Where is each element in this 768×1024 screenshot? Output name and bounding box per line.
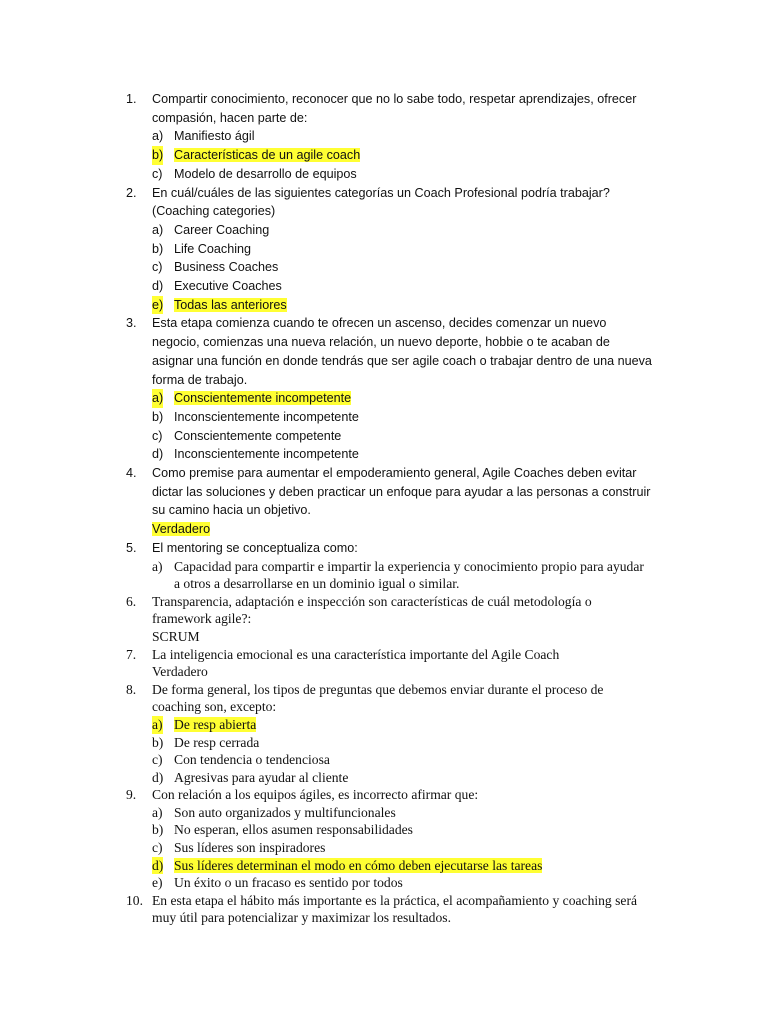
question-8 xyxy=(0,681,652,716)
answer-text: SCRUM xyxy=(152,628,200,644)
question-text: Compartir conocimiento, reconocer que no lo sabe todo, respetar aprendizajes, ofrecer compasión, hacen parte de: xyxy=(152,92,637,125)
option-highlighted xyxy=(0,716,652,734)
option-text: Sus líderes determinan el modo en cómo deben ejecutarse las tareas xyxy=(174,857,543,873)
question-text: El mentoring se conceptualiza como: xyxy=(152,540,358,555)
option-text: Modelo de desarrollo de equipos xyxy=(174,166,357,181)
question-text: Transparencia, adaptación e inspección son características de cuál metodología o framework agile?: xyxy=(152,593,592,627)
option-letter: c) xyxy=(152,428,163,443)
option-text: Life Coaching xyxy=(174,241,252,256)
question-10 xyxy=(0,892,652,927)
question-text: En esta etapa el hábito más importante es la práctica, el acompañamiento y coaching será muy útil para potencializar y maximizar los resultados. xyxy=(152,892,638,926)
option xyxy=(0,445,652,464)
option-letter: a) xyxy=(152,389,163,408)
question-text: En cuál/cuáles de las siguientes categorías un Coach Profesional podría trabajar? (Coaching categories) xyxy=(152,185,610,219)
option-text: Son auto organizados y multifuncionales xyxy=(174,804,396,820)
question-number: 6. xyxy=(126,593,137,609)
question-number: 2. xyxy=(126,185,137,200)
question-number: 1. xyxy=(126,92,137,106)
option-text: Manifiesto ágil xyxy=(174,129,255,144)
option-text: Todas las anteriores xyxy=(174,297,287,312)
option-letter: b) xyxy=(152,822,164,838)
option-text: Inconscientemente incompetente xyxy=(174,447,359,462)
option xyxy=(0,558,652,593)
question-text: Con relación a los equipos ágiles, es incorrecto afirmar que: xyxy=(152,787,479,803)
option-letter: b) xyxy=(152,409,164,424)
option-letter: b) xyxy=(152,146,163,165)
option xyxy=(0,839,652,857)
question-number: 8. xyxy=(126,681,137,697)
option xyxy=(0,751,652,769)
question-6 xyxy=(0,593,652,628)
option-letter: d) xyxy=(152,279,164,294)
option-highlighted xyxy=(0,296,652,315)
option xyxy=(0,240,652,259)
answer-row xyxy=(0,520,768,539)
option xyxy=(0,408,652,427)
option-letter: e) xyxy=(152,296,163,315)
option-text: Sus líderes son inspiradores xyxy=(174,840,326,856)
option-text: Executive Coaches xyxy=(174,279,282,294)
option xyxy=(0,165,652,184)
question-3 xyxy=(0,314,652,389)
option-letter: a) xyxy=(152,558,163,574)
question-text: De forma general, los tipos de preguntas que debemos enviar durante el proceso de coaching son, excepto: xyxy=(152,681,604,715)
option-text: Un éxito o un fracaso es sentido por todos xyxy=(174,875,403,891)
option-letter: d) xyxy=(152,857,164,873)
question-text: Esta etapa comienza cuando te ofrecen un ascenso, decides comenzar un nuevo negocio, comienzas una nueva relación, un nuevo deporte, hobbie o te acaban de asignar una función en donde tendrás que ser agile coach o trabajar dentro de una nueva forma de trabajo. xyxy=(152,316,652,387)
option-letter: c) xyxy=(152,752,163,768)
answer-row xyxy=(0,628,768,646)
option-text: Conscientemente incompetente xyxy=(174,391,352,406)
option-text: Con tendencia o tendenciosa xyxy=(174,752,330,768)
question-number: 3. xyxy=(126,316,137,331)
option-letter: e) xyxy=(152,875,163,891)
option xyxy=(0,804,652,822)
option-letter: a) xyxy=(152,129,164,144)
option-letter: a) xyxy=(152,222,164,237)
question-7 xyxy=(0,646,652,664)
question-5 xyxy=(0,539,652,558)
option-letter: a) xyxy=(152,804,163,820)
option xyxy=(0,821,652,839)
option-letter: c) xyxy=(152,166,163,181)
question-1 xyxy=(0,90,652,127)
option xyxy=(0,769,652,787)
option-letter: d) xyxy=(152,769,164,785)
option xyxy=(0,427,652,446)
option-highlighted xyxy=(0,857,652,875)
option-text: Características de un agile coach xyxy=(174,148,361,163)
option-text: Capacidad para compartir e impartir la experiencia y conocimiento propio para ayudar a otros a desarrollarse en un dominio igual o similar. xyxy=(174,558,644,592)
option-letter: b) xyxy=(152,734,164,750)
option xyxy=(0,277,652,296)
option-text: Inconscientemente incompetente xyxy=(174,409,359,424)
option xyxy=(0,874,652,892)
option-letter: c) xyxy=(152,260,163,275)
answer-text: Verdadero xyxy=(152,664,208,680)
option xyxy=(0,221,652,240)
option-highlighted xyxy=(0,389,652,408)
option-text: Business Coaches xyxy=(174,260,279,275)
question-number: 7. xyxy=(126,646,137,662)
question-text: Como premise para aumentar el empoderamiento general, Agile Coaches deben evitar dictar las soluciones y deben practicar un enfoque para ayudar a las personas a construir su camino hacia un objetivo. xyxy=(152,466,651,518)
option-letter: b) xyxy=(152,241,164,256)
question-number: 10. xyxy=(126,892,143,908)
option-text: Career Coaching xyxy=(174,222,270,237)
option-text: Agresivas para ayudar al cliente xyxy=(174,769,349,785)
option-text: No esperan, ellos asumen responsabilidades xyxy=(174,822,413,838)
document-page xyxy=(0,90,768,927)
question-number: 4. xyxy=(126,466,137,481)
option xyxy=(0,258,652,277)
option-letter: a) xyxy=(152,716,163,732)
option-letter: c) xyxy=(152,840,163,856)
option-highlighted xyxy=(0,146,652,165)
answer-text: Verdadero xyxy=(152,522,211,537)
question-number: 5. xyxy=(126,540,137,555)
answer-row xyxy=(0,663,768,681)
option-text: De resp cerrada xyxy=(174,734,260,750)
option xyxy=(0,734,652,752)
option-text: De resp abierta xyxy=(174,716,257,732)
question-text: La inteligencia emocional es una característica importante del Agile Coach xyxy=(152,646,560,662)
question-4 xyxy=(0,464,652,520)
question-2 xyxy=(0,184,652,221)
option-text: Conscientemente competente xyxy=(174,428,342,443)
option-letter: d) xyxy=(152,447,164,462)
question-number: 9. xyxy=(126,787,137,803)
option xyxy=(0,127,652,146)
question-9 xyxy=(0,786,652,804)
